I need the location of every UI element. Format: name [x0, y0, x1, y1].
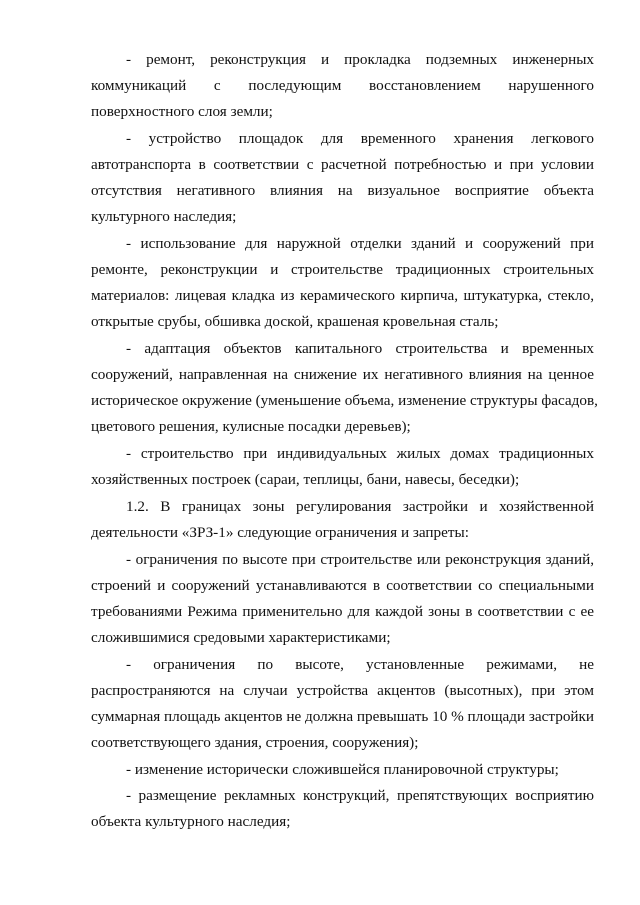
paragraph-3-line-0: - адаптация объектов капитального строительства и временных	[126, 340, 594, 357]
paragraph-0-line-0: - ремонт, реконструкция и прокладка подземных инженерных	[126, 51, 594, 68]
paragraph-0-line-1: коммуникаций с последующим восстановлением нарушенного	[91, 77, 594, 94]
paragraph-3-line-3: цветового решения, кулисные посадки деревьев);	[91, 418, 411, 435]
paragraph-3-line-1: сооружений, направленная на снижение их негативного влияния на ценное	[91, 366, 594, 383]
paragraph-2-line-1: ремонте, реконструкции и строительстве традиционных строительных	[91, 261, 594, 278]
paragraph-2-line-2: материалов: лицевая кладка из керамического кирпича, штукатурка, стекло,	[91, 287, 594, 304]
paragraph-0-line-2: поверхностного слоя земли;	[91, 103, 273, 120]
paragraph-2-line-3: открытые срубы, обшивка доской, крашеная кровельная сталь;	[91, 313, 499, 330]
paragraph-7-line-3: соответствующего здания, строения, сооружения);	[91, 734, 419, 751]
paragraph-5-line-1: деятельности «ЗРЗ-1» следующие ограничения и запреты:	[91, 524, 469, 541]
paragraph-9-line-1: объекта культурного наследия;	[91, 813, 291, 830]
paragraph-1-line-3: культурного наследия;	[91, 208, 237, 225]
paragraph-6-line-2: требованиями Режима применительно для каждой зоны в соответствии с ее	[91, 603, 594, 620]
paragraph-6-line-1: строений и сооружений устанавливаются в соответствии со специальными	[91, 577, 594, 594]
paragraph-1-line-0: - устройство площадок для временного хранения легкового	[126, 130, 594, 147]
paragraph-9-line-0: - размещение рекламных конструкций, препятствующих восприятию	[126, 787, 594, 804]
paragraph-2-line-0: - использование для наружной отделки зданий и сооружений при	[126, 235, 594, 252]
paragraph-4-line-0: - строительство при индивидуальных жилых домах традиционных	[126, 445, 594, 462]
paragraph-6-line-0: - ограничения по высоте при строительстве или реконструкция зданий,	[126, 551, 594, 568]
paragraph-5-line-0: 1.2. В границах зоны регулирования застройки и хозяйственной	[126, 498, 594, 515]
paragraph-3-line-2: историческое окружение (уменьшение объема, изменение структуры фасадов,	[91, 392, 598, 409]
paragraph-7-line-1: распространяются на случаи устройства акцентов (высотных), при этом	[91, 682, 594, 699]
paragraph-4-line-1: хозяйственных построек (сараи, теплицы, бани, навесы, беседки);	[91, 471, 520, 488]
paragraph-8-line-0: - изменение исторически сложившейся планировочной структуры;	[126, 761, 559, 778]
paragraph-1-line-1: автотранспорта в соответствии с расчетной потребностью и при условии	[91, 156, 594, 173]
paragraph-6-line-3: сложившимися средовыми характеристиками;	[91, 629, 391, 646]
paragraph-7-line-2: суммарная площадь акцентов не должна превышать 10 % площади застройки	[91, 708, 595, 725]
paragraph-1-line-2: отсутствия негативного влияния на визуальное восприятие объекта	[91, 182, 594, 199]
paragraph-7-line-0: - ограничения по высоте, установленные режимами, не	[126, 656, 594, 673]
